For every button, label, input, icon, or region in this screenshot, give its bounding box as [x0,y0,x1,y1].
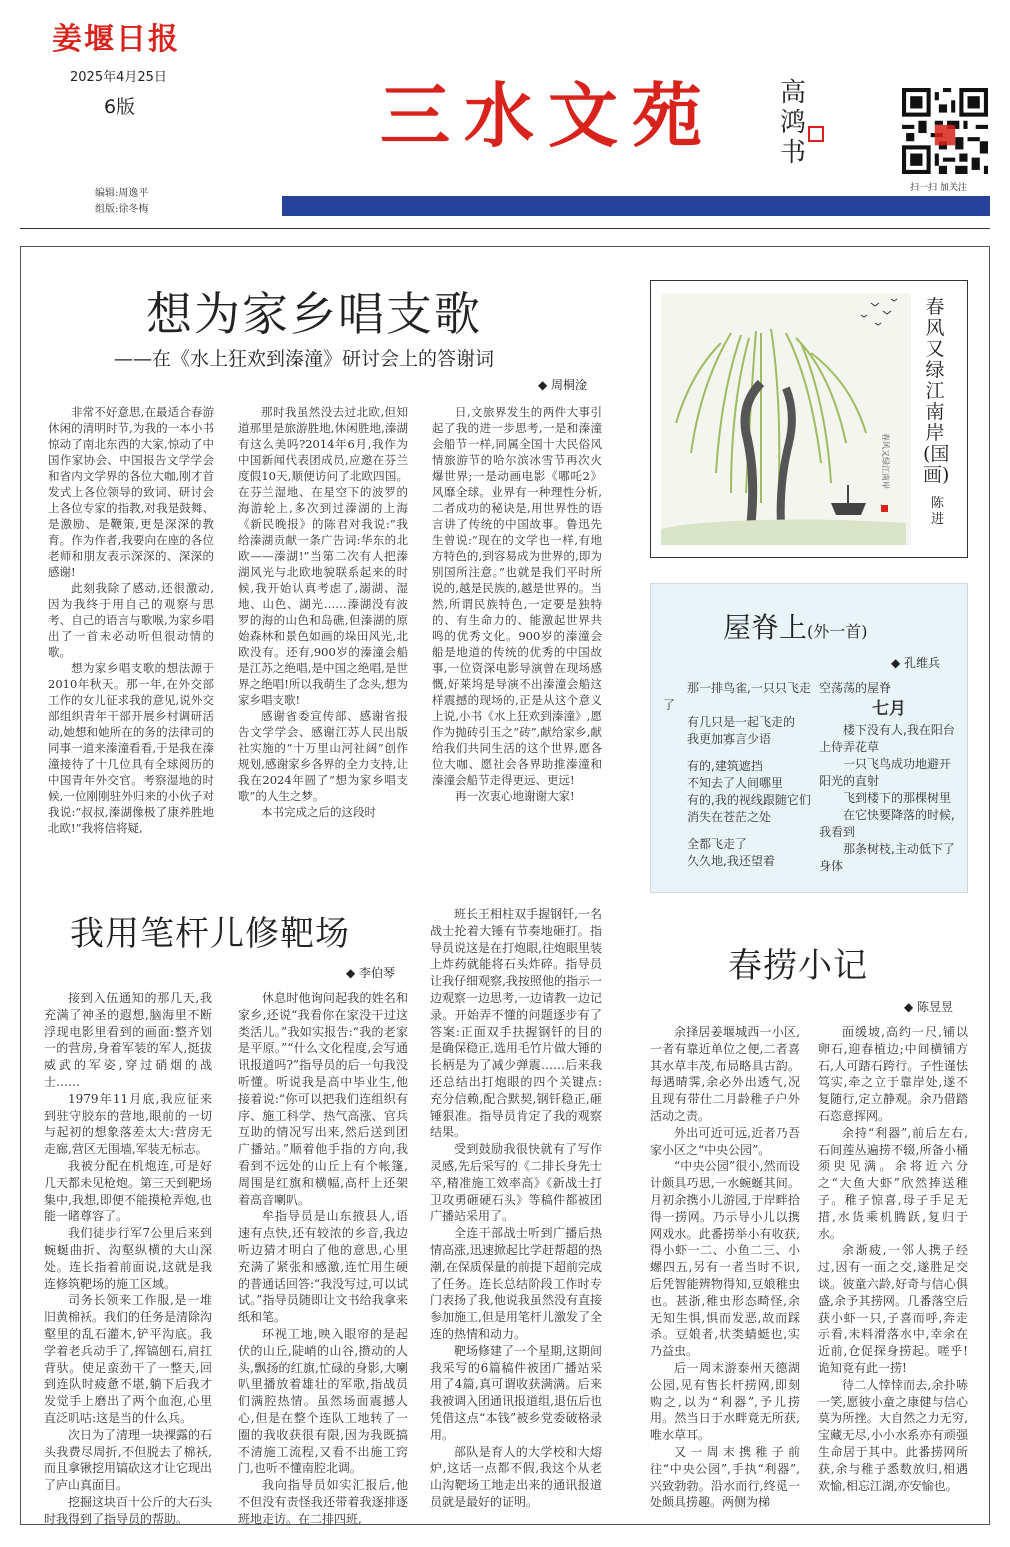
paragraph: 面缓坡,高约一尺,铺以卵石,迎春植边;中间横铺方石,人可踏石跨行。子性谨怯笃实,牵之立于靠岸处,遂不复随行,定立静观。余乃借踏石恣意挥网。 [818,1025,968,1123]
editor-credit: 编辑:周逸平 [95,188,149,199]
article4-title: 春捞小记 [728,946,868,986]
layout-credit: 组版:徐冬梅 [95,204,149,215]
paragraph: 日,文旅界发生的两件大事引起了我的进一步思考,一是和溱潼会船节一样,同属全国十大民俗风情旅游节的哈尔滨冰雪节再次火爆世界;一是动画电影《哪吒2》风靡全球。业界有一种理性分析,二者成功的秘诀是,用世界性的语言讲了传统的中国故事。鲁迅先生曾说:“现在的文学也一样,有地方特色的,到容易成为世界的,即为别国所注意。”也就是我们平时所说的,越是民族的,越是世界的。当然,所谓民族特色,一定要是独特的、有生命力的、能激起世界共鸣的优秀文化。900岁的溱潼会船是地道的传统的优秀的中国故事,一位资深电影导演曾在现场感慨,好莱坞是导演不出溱潼会船这样震撼的现场的,正是从这个意义上说,小书《水上狂欢到溱潼》,愿作为抛砖引玉之“砖”,献给家乡,献给我们共同生活的这个世界,愿各位大咖、愿社会各界助推溱潼和溱潼会船节走得更远、更远! [432,405,602,787]
article4-byline: ◆ 陈昱昱 [904,1000,954,1014]
paragraph: 次日为了清理一块裸露的石头我费尽周折,不但脱去了棉袄,而且拿锹挖用镐砍这才让它现出了庐山真面目。 [44,1427,213,1493]
poem-line: 在它快要降落的时候,我看到 [819,808,955,839]
poem-line: 不知去了人间哪里 [687,776,784,790]
issue-date: 2025年4月25日 [70,70,167,85]
section-title: 三水文苑 [380,74,716,157]
seal-stamp [808,126,824,142]
article3-column-2 [238,990,408,1526]
paragraph: 此刻我除了感动,还很激动,因为我终于用自己的观察与思考、自己的语言与歌喉,为家乡唱出了一首未必动听但很动情的歌。 [48,581,214,659]
poem-line: 那条树枝,主动低下了身体 [819,842,955,873]
article1-column-3 [432,404,602,882]
paragraph: 挖掘这块百十公斤的大石头时我得到了指导员的帮助。 [44,1494,213,1526]
article1-subtitle: ——在《水上狂欢到溱潼》研讨会上的答谢词 [114,348,495,370]
poem-line: 那一排鸟雀,一只只飞走了 [663,681,811,712]
article1-title: 想为家乡唱支歌 [146,287,482,341]
poem-subtitle: 七月 [872,699,906,719]
poem-title [723,606,868,646]
newspaper-logo: 姜堰日报 [52,22,180,57]
paragraph: 余择居姜堰城西一小区,一者有靠近单位之便,二者喜其水草丰茂,布局略具古韵。每遇晴霁,余必外出透气,况且现有带仕二月龄稚子户外活动之责。 [650,1025,800,1123]
poem-line: 有的,建筑遮挡 [687,759,763,773]
poem-line: 消失在苍茫之处 [687,810,772,824]
qr-code-icon[interactable] [902,88,988,174]
paragraph: 非常不好意思,在最适合春游休闲的清明时节,为我的一本小书惊动了南北东西的大家,惊动了中国作家协会、中国报告文学学会和省内文学界的各位大咖,刚才首发式上各位领导的致词、研讨会上各位专家的指教,对我是鼓舞、是激励、是鞭策,更是深深的教育。作为作者,我要向在座的各位老师和朋友表示深深的、深深的感谢! [48,405,214,579]
article3-title: 我用笔杆儿修靶场 [70,914,350,954]
poem-byline: ◆ 孔维兵 [891,656,941,670]
paragraph: 外出可近可远,近者乃吾家小区之“中央公园”。 [650,1125,800,1157]
credits [95,186,148,218]
page-number: 6版 [104,96,136,118]
article3-column-1 [44,990,213,1526]
painting-artist: 陈进 [931,496,945,527]
paragraph: 我向指导员如实汇报后,他不但没有责怪我还带着我逐排逐班地走访。在二排四班, [238,1478,408,1526]
poem-title-main: 屋脊上 [723,611,808,644]
poem-column-1 [663,680,811,870]
painting-image [661,293,911,545]
svg-text:春风又绿江南岸: 春风又绿江南岸 [881,433,890,489]
poem-line: 空荡荡的屋脊 [819,681,892,695]
paragraph: 1979年11月底,我应征来到驻守胶东的营地,眼前的一切与起初的想象落差太大:营房无走廊,营区无围墙,军装无标志。 [44,1091,212,1157]
poem-line: 一只飞鸟成功地避开阳光的直射 [819,757,952,788]
paragraph: 部队是育人的大学校和大熔炉,这话一点都不假,我这个从老山沟靶场工地走出来的通讯报道员就是最好的证明。 [430,1444,602,1509]
paragraph: 休息时他询问起我的姓名和家乡,还说“我看你在家没干过这类活儿。”我如实报告:“我的老家是平原。”“什么文化程度,会写通讯报道吗?”指导员的后一句我没听懂。听说我是高中毕业生,他接着说:“你可以把我们连组织有序、施工科学、热气高涨、官兵互助的情况写出来,然后送到团广播站。”顺着他手指的方向,我看到不远处的山丘上有个帐篷,周围是红旗和横幅,高杆上还架着高音喇叭。 [238,991,408,1207]
paragraph: 我被分配在机炮连,可是好几天都未见枪炮。第三天到靶场集中,我想,即便不能摸枪弄炮,也能一睹尊容了。 [44,1158,213,1224]
poem-title-suffix: (外一首) [807,622,868,641]
article3-byline: ◆ 李伯琴 [346,966,396,980]
header-divider [20,228,990,229]
article1-byline: ◆ 周桐淦 [538,378,588,392]
painting-box [650,280,968,558]
paragraph: 我们徒步行军7公里后来到蜿蜒曲折、沟壑纵横的大山深处。连长指着前面说,这就是我连修筑靶场的施工区域。 [44,1226,212,1291]
paragraph: 那时我虽然没去过北欧,但知道那里是旅游胜地,休闲胜地,溱湖有这么美吗?2014年6月,我作为中国新闻代表团成员,应邀在芬兰度假10天,顺便访问了北欧四国。在芬兰湿地、在星空下的波罗的海游轮上,多次到过溱湖的上海《新民晚报》的陈君对我说:“我给溱湖贡献一条广告词:华东的北欧——溱湖!”当第二次有人把溱湖风光与北欧地貌联系起来的时候,我开始认真考虑了,溺湖、湿地、山色、湖光……溱湖没有波罗的海的山色和岛礁,但溱湖的原始森林和景色如画的垛田风光,北欧没有。还有,900岁的溱潼会船是江苏之绝唱,是中国之绝唱,是世界之绝唱!所以我萌生了念头,想为家乡唱支歌! [238,405,408,707]
paragraph: 再一次衷心地谢谢大家! [455,789,575,803]
poem-line: 有几只是一起飞走的 [687,715,796,729]
paragraph: 班长王相柱双手握钢钎,一名战士抡着大锤有节奏地砸打。指导员说这是在打炮眼,往炮眼里装上炸药就能将石头炸碎。指导员让我仔细观察,我按照他的指示一边观察一边思考,一边请教一边记录。开始弄不懂的问题逐步有了答案:正面双手扶握钢钎的目的是确保稳正,选用毛竹片做大锤的长柄是为了减少弹震……后来我还总结出打炮眼的四个关键点:充分信赖,配合默契,钢钎稳正,砸锤狠准。指导员肯定了我的观察结果。 [430,907,602,1140]
poem-line: 久久地,我还望着 [687,854,775,868]
paragraph: 靶场修建了一个星期,这期间我采写的6篇稿件被团广播站采用了4篇,真可谓收获满满。后来我被调入团通讯报道组,退伍后也凭借这点“本钱”被乡党委破格录用。 [430,1343,602,1442]
paragraph: 待二人悻悻而去,余扑哧一笑,愿彼小童之康健与信心莫为所挫。大自然之力无穷,宝藏无尽,小小水系亦有顽强生命居于其中。此番捞网所获,余与稚子悉数放归,相遇欢愉,相忘江湖,亦安愉也。 [818,1377,968,1493]
poem-line: 我更加寡言少语 [687,732,772,746]
poem-line: 有的,我的视线跟随它们 [687,793,811,807]
paragraph: 余渐疲,一邻人携子经过,因有一面之交,遂胜足交谈。彼童六龄,好奇与信心俱盛,余予其捞网。几番落空后获小虾一只,子喜而呼,奔走示看,未料滑落水中,幸余在近前,仓促探身捞起。嗟乎!诡知竟有此一捞! [818,1243,968,1375]
paragraph: 又一周末携稚子前往“中央公园”,手执“利器”,兴致勃勃。沿水而行,终觅一处颇具捞趣。两侧为梯 [650,1444,800,1510]
paragraph: 环视工地,映入眼帘的是起伏的山丘,陡峭的山谷,攒动的人头,飘扬的红旗,忙碌的身影,大喇叭里播放着雄壮的军歌,指战员们满腔热情。虽然场面震撼人心,但是在整个连队工地转了一圈的我收获很有限,因为我既搞不清施工流程,又看不出施工窍门,也听不懂南腔北调。 [238,1326,408,1476]
paragraph: 想为家乡唱支歌的想法源于2010年秋天。那一年,在外交部工作的女儿征求我的意见,说外交部组织青年干部开展乡村调研活动,她想和她所在的务的法律司的同事一道来溱潼看看,于是我在溱潼接待了十几位具有全球阅历的中国青年外交官。考察湿地的时候,一位刚刚驻外归来的小伙子对我说:“叔叔,溱湖像极了康养胜地北欧!”我将信将疑, [48,661,214,835]
article4-column-2 [818,1024,968,1516]
paragraph: 本书完成之后的这段时 [261,805,376,819]
paragraph: 受到鼓励我很快就有了写作灵感,先后采写的《二排长身先士卒,精准施工效率高》《新战士打卫攻勇砸硬石头》等稿件都被团广播站采用了。 [430,1142,602,1224]
calligraphy-signature: 高鸿书 [780,78,807,168]
paragraph: 后一周末游泰州天德湖公园,见有售长杆捞网,即刻购之,以为“利器”,予儿捞用。然当日于水畔竟无所获,唯水草耳。 [650,1360,800,1443]
poem-column-2 [819,680,959,875]
paragraph: 司务长领来工作服,是一堆旧黄棉袄。我们的任务是清除沟壑里的乱石灌木,铲平沟底。我学着老兵动手了,挥镐刨石,肩扛背驮。使足蛮劲干了一整天,回到连队时疲惫不堪,躺下后我才发觉手上磨出了两个血泡,心里直泛叽咕:这是当的什么兵。 [44,1293,213,1425]
article1-column-2 [238,404,408,882]
article4-column-1 [650,1024,800,1516]
paragraph: 余持“利器”,前后左右,石间莲丛遍捞不辍,所备小桶须臾见满。余将近六分之“大鱼大虾”欣然捧送稚子。稚子惊喜,母子手足无措,水货乘机腾跃,复归于水。 [818,1125,968,1241]
article3-column-3 [430,906,602,1516]
paragraph: “中央公园”很小,然而设计颇具巧思,一水蜿蜒其间。月初余携小儿游园,于岸畔拾得一捞网。乃示导小儿以携网戏水。此番捞举小有收获,得小虾一二、小鱼二三、小螺四五,另有一者当时不识,后凭智能辨物得知,豆娘稚虫也。甚浙,稚虫形态畸怪,余无知生惧,惧而发恶,故而踩杀。豆娘者,状类蜻蜓也,实乃益虫。 [650,1159,800,1359]
paragraph: 牟指导员是山东掖县人,语速有点快,还有较浓的乡音,我边听边猜才明白了他的意思,心里充满了紧张和感激,连忙用生硬的普通话回答:“我没写过,可以试试。”指导员随即让文书给我拿来纸和笔。 [238,1209,408,1325]
poem-line: 全都飞走了 [687,837,748,851]
poem-line: 楼下没有人,我在阳台上侍弄花草 [819,723,955,754]
article1-column-1 [48,404,214,882]
poem-box [650,583,968,893]
qr-caption: 扫一扫 加关注 [910,183,967,193]
paragraph: 接到入伍通知的那几天,我充满了神圣的遐想,脑海里不断浮现电影里看到的画面:整齐划一的营房,身着军装的军人,挺拔威武的军姿,穿过硝烟的战士…… [44,991,212,1089]
painting-title: 春风又绿江南岸(国画) [923,296,950,486]
poem-line: 飞到楼下的那棵树里 [843,791,952,805]
paragraph: 全连干部战士听到广播后热情高涨,迅速掀起比学赶帮超的热潮,在保质保量的前提下超前完成了任务。连长总结阶段工作时专门表扬了我,他说我虽然没有直接参加施工,但是用笔杆儿激发了全连的热情和动力。 [430,1226,602,1341]
header-bar [282,196,990,216]
paragraph: 感谢省委宣传部、感谢省报告文学学会、感谢江苏人民出版社实施的“十万里山河社阔”创作规划,感谢家乡各界的全力支持,让我在2024年圆了“想为家乡唱支歌”的人生之梦。 [238,709,408,803]
